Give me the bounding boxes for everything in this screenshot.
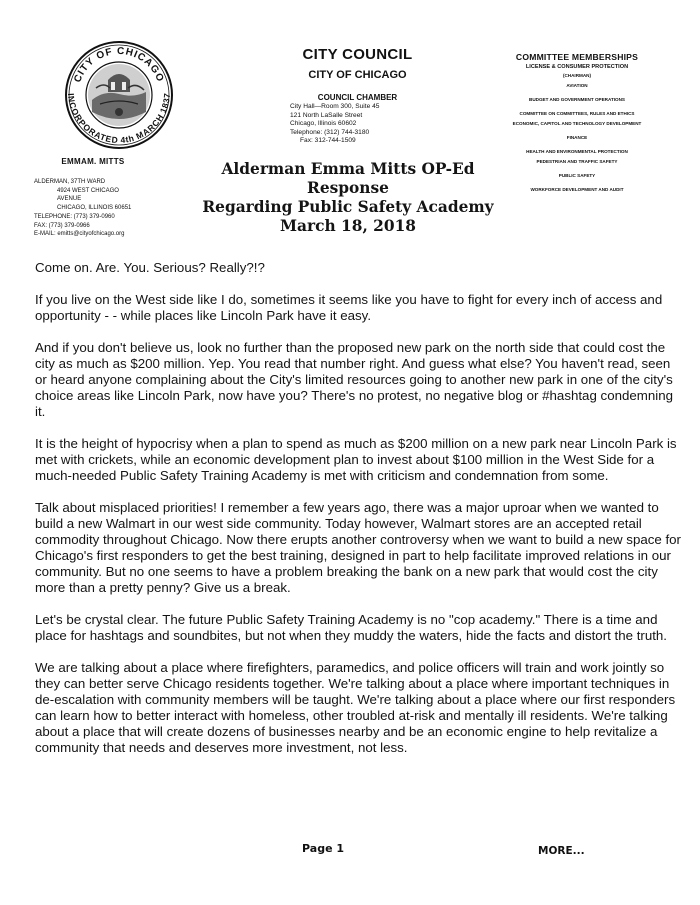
address-line: 121 North LaSalle Street: [290, 111, 363, 119]
committee-item: PEDESTRIAN AND TRAFFIC SAFETY: [536, 159, 618, 164]
committee-item: WORKFORCE DEVELOPMENT AND AUDIT: [530, 187, 624, 192]
committee-item: FINANCE: [566, 135, 588, 140]
alderman-phone: TELEPHONE: (773) 379-0960: [34, 213, 115, 220]
committee-item: (CHAIRMAN): [562, 73, 592, 78]
body-paragraph: Let's be crystal clear. The future Public Safety Training Academy is no "cop academy." There is a time and place for hashtags and soundbites, but not when they muddy the waters, hide the facts and distort the truth.: [35, 612, 667, 643]
alderman-city: CHICAGO, ILLINOIS 60651: [57, 205, 132, 212]
council-address: [290, 103, 465, 146]
address-line: Fax: 312-744-1509: [300, 137, 356, 145]
document-title: [186, 160, 510, 236]
chamber-name: COUNCIL CHAMBER: [317, 93, 398, 102]
address-line: Telephone: (312) 744-3180: [290, 128, 370, 136]
committee-item: BUDGET AND GOVERNMENT OPERATIONS: [529, 97, 625, 102]
alderman-title: ALDERMAN, 37TH WARD: [34, 179, 106, 185]
alderman-name: EMMAM. MITTS: [61, 157, 125, 166]
more-indicator: MORE...: [538, 845, 585, 857]
council-name: CITY COUNCIL: [302, 46, 413, 63]
address-line: Chicago, Illinois 60602: [290, 120, 357, 128]
address-line: City Hall—Room 300, Suite 45: [290, 103, 380, 110]
committee-item: PUBLIC SAFETY: [558, 173, 596, 178]
alderman-contact-block: [34, 157, 194, 239]
committee-memberships: [502, 52, 652, 192]
body-paragraph: It is the height of hypocrisy when a plan to spend as much as $200 million on a new park near Lincoln Park is met with crickets, while an economic development plan to invest about $100 million in the West Side for a much-needed Public Safety Training Academy is met with criticism and condemnation from some.: [35, 436, 677, 483]
committee-item: ECONOMIC, CAPITOL AND TECHNOLOGY DEVELOPMENT: [512, 121, 642, 126]
title-line-1: Alderman Emma Mitts OP-Ed Response: [221, 160, 475, 197]
page-number: Page 1: [302, 842, 345, 855]
city-seal: [64, 40, 174, 150]
title-line-2: Regarding Public Safety Academy: [202, 198, 494, 216]
alderman-address-1: 4924 WEST CHICAGO: [57, 187, 119, 194]
city-name: CITY OF CHICAGO: [308, 69, 407, 81]
committee-item: HEALTH AND ENVIRONMENTAL PROTECTION: [526, 149, 628, 154]
alderman-email: E-MAIL: emitts@cityofchicago.org: [34, 231, 125, 238]
committee-item: COMMITTEE ON COMMITTEES, RULES AND ETHICS: [519, 111, 635, 116]
body-paragraph: If you live on the West side like I do, sometimes it seems like you have to fight for every inch of access and opportunity - - while places like Lincoln Park have it easy.: [35, 292, 663, 323]
committee-item: LICENSE & CONSUMER PROTECTION: [525, 64, 629, 70]
letterhead-center: [250, 46, 465, 146]
seal-center-emblem: [88, 64, 150, 126]
body-paragraph: We are talking about a place where firefighters, paramedics, and police officers will train and work jointly so they can better serve Chicago residents together. We're talking about a place where important techniques in de-escalation with community members will be taught. We're talking about a place where our first responders can learn how to better interact with homeless, other troubled at-risk and mentally ill residents. We're talking about a place that will create dozens of businesses nearby and be an economic engine to help revitalize a community that needs and deserves more investment, not less.: [35, 660, 676, 755]
seal-top-text: CITY OF CHICAGO: [72, 45, 166, 85]
alderman-address-2: AVENUE: [57, 196, 82, 203]
body-paragraph: And if you don't believe us, look no further than the proposed new park on the north side that could cost the city as much as $200 million. Yep. You read that number right. And guess what else? You haven't read, seen or heard anyone complaining about the City's limited resources going to another new park in one of the city's choice areas like Lincoln Park, now have you? There's no protest, no negative blog or #hashtag condemning it.: [35, 340, 673, 419]
seal-bottom-text: INCORPORATED 4th MARCH 1837: [65, 92, 173, 146]
alderman-fax: FAX: (773) 379-0966: [34, 222, 90, 229]
op-ed-body: [35, 260, 685, 772]
body-paragraph: Talk about misplaced priorities! I remember a few years ago, there was a major uproar when we wanted to build a new Walmart in our west side community. Today however, Walmart stores are an accepted retail commodity throughout Chicago. Now there erupts another controversy when we want to build a new space for Chicago's first responders to get the best training, designed in part to help facilitate improved relations in our community. But no one seems to have a problem breaking the bank on a new park that would cost the city more than a pretty penny? Give us a break.: [35, 500, 681, 595]
committee-item: AVIATION: [566, 83, 588, 88]
body-paragraph: Come on. Are. You. Serious? Really?!?: [35, 260, 265, 275]
committees-title: COMMITTEE MEMBERSHIPS: [515, 52, 639, 62]
title-date: March 18, 2018: [279, 217, 416, 235]
